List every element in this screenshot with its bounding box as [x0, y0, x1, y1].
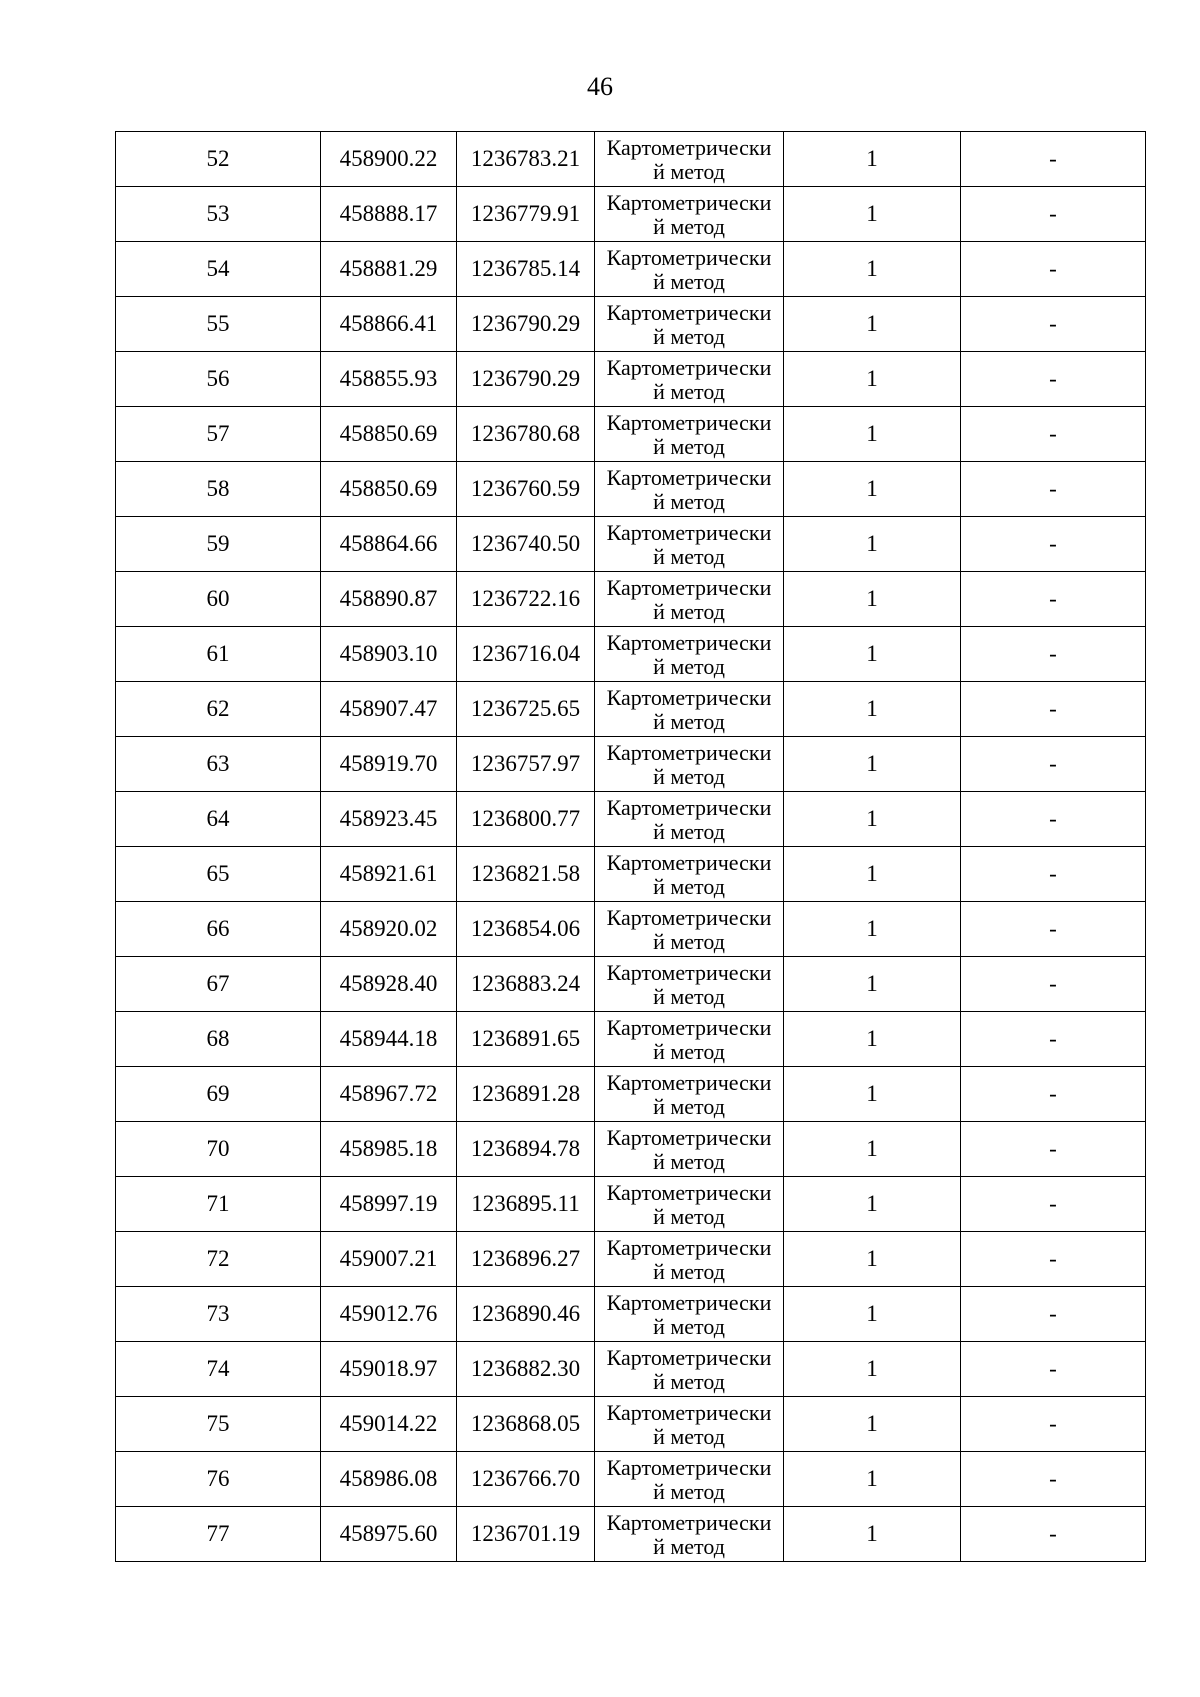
accuracy-cell: 1	[784, 627, 961, 682]
point-number-cell: 71	[116, 1177, 321, 1232]
point-number-cell: 58	[116, 462, 321, 517]
point-number-cell: 53	[116, 187, 321, 242]
method-text-line2: й метод	[653, 1148, 725, 1174]
method-cell	[595, 627, 784, 682]
method-cell	[595, 1122, 784, 1177]
note-cell: -	[961, 737, 1146, 792]
table-row	[116, 627, 1146, 682]
x-coordinate-cell: 458923.45	[321, 792, 457, 847]
method-text-line1: Картометрически	[606, 684, 772, 710]
table-row	[116, 132, 1146, 187]
accuracy-cell: 1	[784, 682, 961, 737]
table-row	[116, 1342, 1146, 1397]
point-number-cell: 70	[116, 1122, 321, 1177]
method-text-line1: Картометрически	[606, 1509, 772, 1535]
note-cell: -	[961, 1342, 1146, 1397]
y-coordinate-cell: 1236779.91	[457, 187, 595, 242]
x-coordinate-cell: 458900.22	[321, 132, 457, 187]
table-row	[116, 1397, 1146, 1452]
method-cell	[595, 297, 784, 352]
accuracy-cell: 1	[784, 1507, 961, 1562]
table-row	[116, 1507, 1146, 1562]
y-coordinate-cell: 1236701.19	[457, 1507, 595, 1562]
note-cell: -	[961, 1122, 1146, 1177]
x-coordinate-cell: 458920.02	[321, 902, 457, 957]
y-coordinate-cell: 1236896.27	[457, 1232, 595, 1287]
x-coordinate-cell: 458975.60	[321, 1507, 457, 1562]
method-text-line2: й метод	[653, 1203, 725, 1229]
table-row	[116, 1452, 1146, 1507]
note-cell: -	[961, 407, 1146, 462]
method-text-line1: Картометрически	[606, 519, 772, 545]
method-text-line2: й метод	[653, 763, 725, 789]
x-coordinate-cell: 458997.19	[321, 1177, 457, 1232]
point-number-cell: 74	[116, 1342, 321, 1397]
method-cell	[595, 1067, 784, 1122]
method-text-line2: й метод	[653, 598, 725, 624]
table-row	[116, 737, 1146, 792]
accuracy-cell: 1	[784, 1287, 961, 1342]
method-text-line1: Картометрически	[606, 574, 772, 600]
x-coordinate-cell: 458850.69	[321, 462, 457, 517]
x-coordinate-cell: 458864.66	[321, 517, 457, 572]
x-coordinate-cell: 459018.97	[321, 1342, 457, 1397]
method-text-line2: й метод	[653, 1038, 725, 1064]
method-text-line2: й метод	[653, 708, 725, 734]
table-row	[116, 407, 1146, 462]
method-text-line1: Картометрически	[606, 794, 772, 820]
x-coordinate-cell: 458903.10	[321, 627, 457, 682]
y-coordinate-cell: 1236783.21	[457, 132, 595, 187]
table-row	[116, 187, 1146, 242]
accuracy-cell: 1	[784, 242, 961, 297]
y-coordinate-cell: 1236716.04	[457, 627, 595, 682]
point-number-cell: 56	[116, 352, 321, 407]
x-coordinate-cell: 458986.08	[321, 1452, 457, 1507]
note-cell: -	[961, 1452, 1146, 1507]
point-number-cell: 64	[116, 792, 321, 847]
coordinates-table	[115, 131, 1146, 1562]
method-cell	[595, 1452, 784, 1507]
y-coordinate-cell: 1236868.05	[457, 1397, 595, 1452]
method-text-line2: й метод	[653, 378, 725, 404]
table-row	[116, 462, 1146, 517]
method-text-line1: Картометрически	[606, 1454, 772, 1480]
point-number-cell: 55	[116, 297, 321, 352]
y-coordinate-cell: 1236895.11	[457, 1177, 595, 1232]
accuracy-cell: 1	[784, 297, 961, 352]
method-text-line1: Картометрически	[606, 134, 772, 160]
method-text-line2: й метод	[653, 323, 725, 349]
method-text-line1: Картометрически	[606, 1289, 772, 1315]
point-number-cell: 60	[116, 572, 321, 627]
accuracy-cell: 1	[784, 1232, 961, 1287]
accuracy-cell: 1	[784, 902, 961, 957]
note-cell: -	[961, 1232, 1146, 1287]
table-row	[116, 1122, 1146, 1177]
point-number-cell: 68	[116, 1012, 321, 1067]
page-number: 46	[587, 72, 613, 101]
point-number-cell: 65	[116, 847, 321, 902]
method-cell	[595, 902, 784, 957]
note-cell: -	[961, 1067, 1146, 1122]
method-cell	[595, 1232, 784, 1287]
accuracy-cell: 1	[784, 1342, 961, 1397]
method-text-line2: й метод	[653, 1368, 725, 1394]
note-cell: -	[961, 957, 1146, 1012]
method-text-line2: й метод	[653, 543, 725, 569]
note-cell: -	[961, 902, 1146, 957]
table-row	[116, 1287, 1146, 1342]
note-cell: -	[961, 847, 1146, 902]
table-row	[116, 682, 1146, 737]
method-cell	[595, 572, 784, 627]
method-text-line1: Картометрически	[606, 629, 772, 655]
method-text-line2: й метод	[653, 268, 725, 294]
x-coordinate-cell: 458967.72	[321, 1067, 457, 1122]
y-coordinate-cell: 1236854.06	[457, 902, 595, 957]
point-number-cell: 66	[116, 902, 321, 957]
accuracy-cell: 1	[784, 132, 961, 187]
note-cell: -	[961, 1397, 1146, 1452]
method-text-line2: й метод	[653, 818, 725, 844]
accuracy-cell: 1	[784, 1397, 961, 1452]
method-text-line2: й метод	[653, 873, 725, 899]
accuracy-cell: 1	[784, 572, 961, 627]
accuracy-cell: 1	[784, 737, 961, 792]
method-cell	[595, 132, 784, 187]
method-text-line1: Картометрически	[606, 739, 772, 765]
accuracy-cell: 1	[784, 1122, 961, 1177]
accuracy-cell: 1	[784, 407, 961, 462]
x-coordinate-cell: 458866.41	[321, 297, 457, 352]
point-number-cell: 52	[116, 132, 321, 187]
accuracy-cell: 1	[784, 462, 961, 517]
table-row	[116, 572, 1146, 627]
method-text-line1: Картометрически	[606, 1014, 772, 1040]
method-cell	[595, 407, 784, 462]
note-cell: -	[961, 1287, 1146, 1342]
point-number-cell: 67	[116, 957, 321, 1012]
x-coordinate-cell: 458919.70	[321, 737, 457, 792]
x-coordinate-cell: 458855.93	[321, 352, 457, 407]
table-row	[116, 957, 1146, 1012]
x-coordinate-cell: 458928.40	[321, 957, 457, 1012]
x-coordinate-cell: 459007.21	[321, 1232, 457, 1287]
y-coordinate-cell: 1236722.16	[457, 572, 595, 627]
method-text-line1: Картометрически	[606, 1344, 772, 1370]
note-cell: -	[961, 682, 1146, 737]
y-coordinate-cell: 1236800.77	[457, 792, 595, 847]
point-number-cell: 61	[116, 627, 321, 682]
method-text-line1: Картометрически	[606, 1179, 772, 1205]
note-cell: -	[961, 187, 1146, 242]
method-text-line1: Картометрически	[606, 409, 772, 435]
accuracy-cell: 1	[784, 352, 961, 407]
method-text-line1: Картометрически	[606, 1399, 772, 1425]
point-number-cell: 73	[116, 1287, 321, 1342]
method-text-line2: й метод	[653, 158, 725, 184]
x-coordinate-cell: 458850.69	[321, 407, 457, 462]
method-cell	[595, 462, 784, 517]
note-cell: -	[961, 572, 1146, 627]
method-text-line2: й метод	[653, 1478, 725, 1504]
table-row	[116, 242, 1146, 297]
y-coordinate-cell: 1236766.70	[457, 1452, 595, 1507]
point-number-cell: 63	[116, 737, 321, 792]
method-text-line1: Картометрически	[606, 189, 772, 215]
method-text-line2: й метод	[653, 213, 725, 239]
x-coordinate-cell: 458881.29	[321, 242, 457, 297]
accuracy-cell: 1	[784, 1067, 961, 1122]
y-coordinate-cell: 1236725.65	[457, 682, 595, 737]
x-coordinate-cell: 458888.17	[321, 187, 457, 242]
method-cell	[595, 847, 784, 902]
x-coordinate-cell: 459012.76	[321, 1287, 457, 1342]
accuracy-cell: 1	[784, 1177, 961, 1232]
x-coordinate-cell: 459014.22	[321, 1397, 457, 1452]
y-coordinate-cell: 1236894.78	[457, 1122, 595, 1177]
method-text-line1: Картометрически	[606, 849, 772, 875]
method-text-line1: Картометрически	[606, 1234, 772, 1260]
method-text-line2: й метод	[653, 1533, 725, 1559]
note-cell: -	[961, 1012, 1146, 1067]
method-cell	[595, 957, 784, 1012]
y-coordinate-cell: 1236891.28	[457, 1067, 595, 1122]
note-cell: -	[961, 352, 1146, 407]
method-cell	[595, 1507, 784, 1562]
note-cell: -	[961, 1507, 1146, 1562]
y-coordinate-cell: 1236790.29	[457, 297, 595, 352]
x-coordinate-cell: 458907.47	[321, 682, 457, 737]
y-coordinate-cell: 1236883.24	[457, 957, 595, 1012]
note-cell: -	[961, 242, 1146, 297]
note-cell: -	[961, 627, 1146, 682]
method-text-line2: й метод	[653, 433, 725, 459]
method-cell	[595, 242, 784, 297]
table-row	[116, 1012, 1146, 1067]
method-cell	[595, 682, 784, 737]
method-text-line2: й метод	[653, 1423, 725, 1449]
table-row	[116, 1067, 1146, 1122]
table-row	[116, 847, 1146, 902]
method-text-line1: Картометрически	[606, 1124, 772, 1150]
accuracy-cell: 1	[784, 1452, 961, 1507]
x-coordinate-cell: 458890.87	[321, 572, 457, 627]
point-number-cell: 57	[116, 407, 321, 462]
y-coordinate-cell: 1236891.65	[457, 1012, 595, 1067]
method-cell	[595, 1342, 784, 1397]
table-row	[116, 1232, 1146, 1287]
accuracy-cell: 1	[784, 792, 961, 847]
point-number-cell: 77	[116, 1507, 321, 1562]
method-text-line1: Картометрически	[606, 464, 772, 490]
table-row	[116, 902, 1146, 957]
method-text-line1: Картометрически	[606, 244, 772, 270]
table-row	[116, 297, 1146, 352]
note-cell: -	[961, 462, 1146, 517]
method-text-line2: й метод	[653, 1093, 725, 1119]
y-coordinate-cell: 1236890.46	[457, 1287, 595, 1342]
method-text-line2: й метод	[653, 983, 725, 1009]
accuracy-cell: 1	[784, 957, 961, 1012]
method-text-line2: й метод	[653, 653, 725, 679]
note-cell: -	[961, 297, 1146, 352]
x-coordinate-cell: 458944.18	[321, 1012, 457, 1067]
method-text-line1: Картометрически	[606, 1069, 772, 1095]
accuracy-cell: 1	[784, 187, 961, 242]
method-cell	[595, 1397, 784, 1452]
point-number-cell: 54	[116, 242, 321, 297]
method-text-line1: Картометрически	[606, 959, 772, 985]
x-coordinate-cell: 458921.61	[321, 847, 457, 902]
method-text-line1: Картометрически	[606, 354, 772, 380]
note-cell: -	[961, 1177, 1146, 1232]
y-coordinate-cell: 1236757.97	[457, 737, 595, 792]
point-number-cell: 72	[116, 1232, 321, 1287]
y-coordinate-cell: 1236760.59	[457, 462, 595, 517]
method-text-line2: й метод	[653, 1258, 725, 1284]
point-number-cell: 69	[116, 1067, 321, 1122]
method-cell	[595, 1012, 784, 1067]
method-text-line1: Картометрически	[606, 904, 772, 930]
table-row	[116, 352, 1146, 407]
point-number-cell: 76	[116, 1452, 321, 1507]
table-body	[116, 132, 1146, 1562]
y-coordinate-cell: 1236882.30	[457, 1342, 595, 1397]
y-coordinate-cell: 1236821.58	[457, 847, 595, 902]
y-coordinate-cell: 1236790.29	[457, 352, 595, 407]
note-cell: -	[961, 132, 1146, 187]
method-cell	[595, 737, 784, 792]
method-text-line2: й метод	[653, 1313, 725, 1339]
table-row	[116, 792, 1146, 847]
method-cell	[595, 187, 784, 242]
accuracy-cell: 1	[784, 517, 961, 572]
point-number-cell: 62	[116, 682, 321, 737]
method-text-line2: й метод	[653, 928, 725, 954]
method-cell	[595, 1287, 784, 1342]
note-cell: -	[961, 792, 1146, 847]
point-number-cell: 59	[116, 517, 321, 572]
method-cell	[595, 517, 784, 572]
note-cell: -	[961, 517, 1146, 572]
table-row	[116, 517, 1146, 572]
accuracy-cell: 1	[784, 847, 961, 902]
method-text-line2: й метод	[653, 488, 725, 514]
method-cell	[595, 352, 784, 407]
method-cell	[595, 792, 784, 847]
table-row	[116, 1177, 1146, 1232]
y-coordinate-cell: 1236780.68	[457, 407, 595, 462]
y-coordinate-cell: 1236785.14	[457, 242, 595, 297]
point-number-cell: 75	[116, 1397, 321, 1452]
method-cell	[595, 1177, 784, 1232]
method-text-line1: Картометрически	[606, 299, 772, 325]
accuracy-cell: 1	[784, 1012, 961, 1067]
y-coordinate-cell: 1236740.50	[457, 517, 595, 572]
x-coordinate-cell: 458985.18	[321, 1122, 457, 1177]
